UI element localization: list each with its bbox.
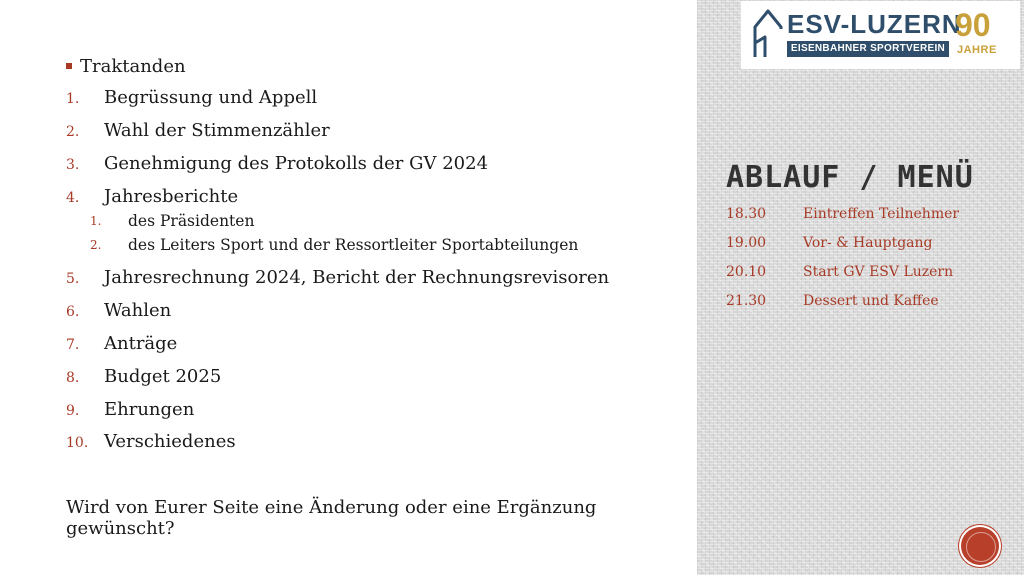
- item-number: 8.: [66, 370, 80, 386]
- schedule-desc: Vor- & Hauptgang: [803, 235, 933, 251]
- item-text: Verschiedenes: [104, 431, 236, 452]
- schedule-title: ABLAUF / MENÜ: [726, 160, 974, 195]
- item-text: Begrüssung und Appell: [104, 87, 318, 108]
- club-logo: [741, 1, 1020, 69]
- anniversary-label: JAHRE: [957, 44, 997, 56]
- item-number: 1.: [66, 91, 80, 107]
- subitem-text: des Leiters Sport und der Ressortleiter Sportabteilungen: [128, 236, 579, 254]
- next-slide-circle-icon: [966, 532, 996, 562]
- schedule-time: 21.30: [726, 293, 767, 309]
- item-text: Ehrungen: [104, 399, 195, 420]
- item-number: 10.: [66, 435, 89, 451]
- item-number: 7.: [66, 337, 80, 353]
- agenda-heading-text: Traktanden: [80, 56, 186, 77]
- item-text: Wahlen: [104, 300, 172, 321]
- next-slide-button[interactable]: [961, 527, 999, 565]
- item-number: 3.: [66, 157, 80, 173]
- schedule-time: 20.10: [726, 264, 767, 280]
- item-text: Wahl der Stimmenzähler: [104, 120, 330, 141]
- logo-subtitle: EISENBAHNER SPORTVEREIN: [787, 41, 949, 57]
- item-number: 5.: [66, 271, 80, 287]
- schedule-desc: Eintreffen Teilnehmer: [803, 206, 960, 222]
- item-text: Budget 2025: [104, 366, 222, 387]
- closing-question: Wird von Eurer Seite eine Änderung oder eine Ergänzung gewünscht?: [66, 497, 597, 539]
- item-number: 9.: [66, 403, 80, 419]
- subitem-number: 1.: [90, 214, 102, 228]
- item-text: Jahresberichte: [104, 186, 239, 207]
- logo-brand-text: ESV-LUZERN: [787, 9, 962, 39]
- agenda-heading: [66, 56, 186, 78]
- item-number: 4.: [66, 190, 80, 206]
- subitem-text: des Präsidenten: [128, 212, 255, 230]
- item-text: Jahresrechnung 2024, Bericht der Rechnungsrevisoren: [104, 267, 610, 288]
- schedule-desc: Start GV ESV Luzern: [803, 264, 954, 280]
- schedule-desc: Dessert und Kaffee: [803, 293, 939, 309]
- schedule-time: 19.00: [726, 235, 767, 251]
- house-outline-icon: [751, 7, 785, 59]
- item-text: Genehmigung des Protokolls der GV 2024: [104, 153, 489, 174]
- square-bullet-icon: [66, 63, 72, 69]
- item-number: 6.: [66, 304, 80, 320]
- side-panel: [697, 0, 1024, 575]
- schedule-time: 18.30: [726, 206, 767, 222]
- item-text: Anträge: [104, 333, 178, 354]
- subitem-number: 2.: [90, 238, 102, 252]
- item-number: 2.: [66, 124, 80, 140]
- anniversary-number: 90: [955, 7, 991, 43]
